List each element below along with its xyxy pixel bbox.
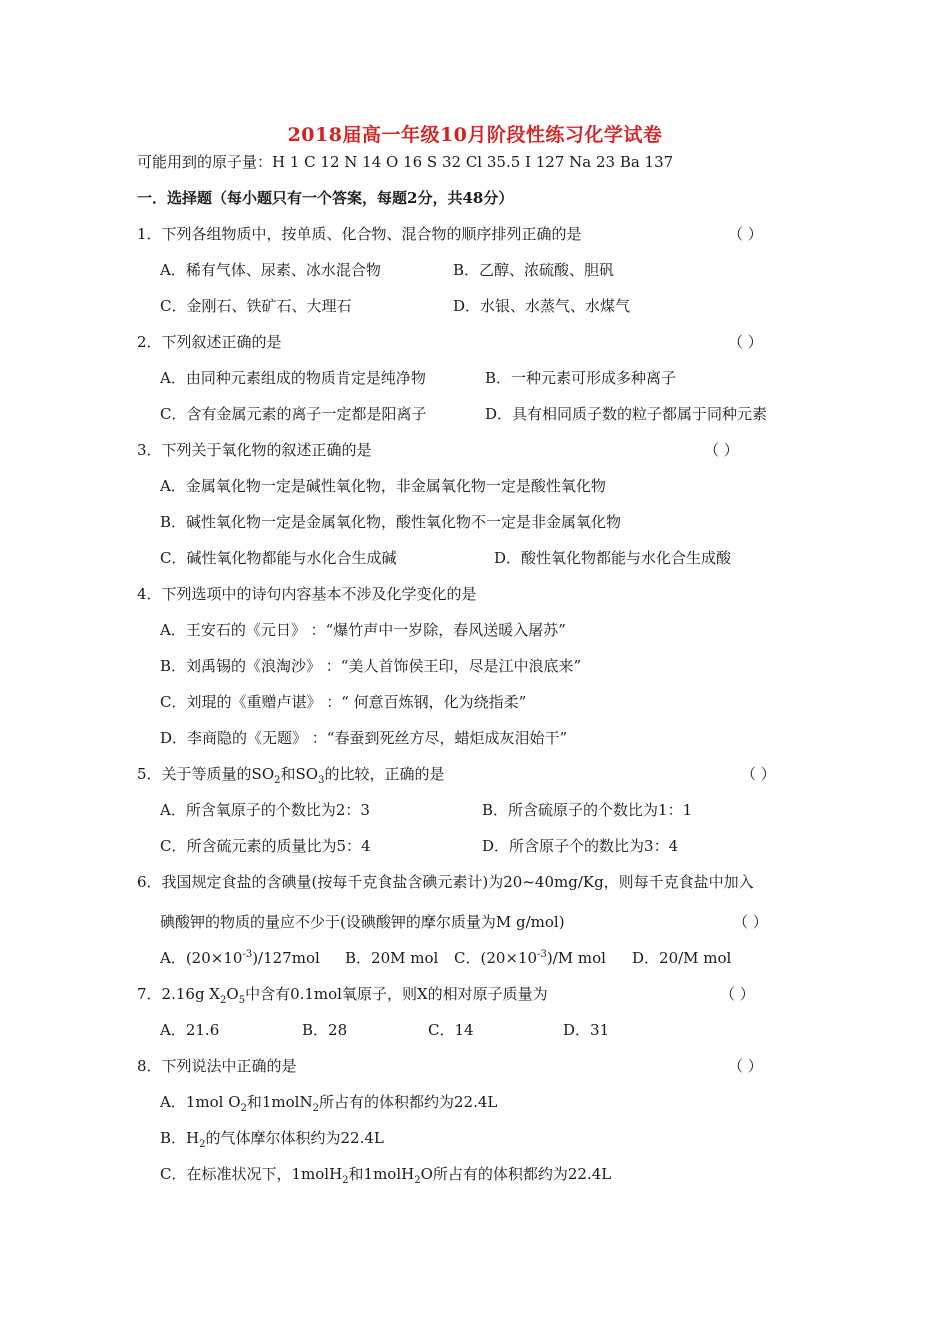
q8-answer-paren: （ ） — [728, 1057, 763, 1075]
q6-stem-line-1: 6．我国规定食盐的含碘量(按每千克食盐含碘元素计)为20~40mg/Kg，则每千克食盐中加入 — [137, 873, 754, 891]
q3-option-b: B．碱性氧化物一定是金属氧化物，酸性氧化物不一定是非金属氧化物 — [160, 513, 622, 531]
q8-b-post: 的气体摩尔体积约为22.4L — [205, 1129, 384, 1147]
q4-stem: 4．下列选项中的诗句内容基本不涉及化学变化的是 — [137, 585, 477, 603]
q2-option-c: C．含有金属元素的离子一定都是阳离子 — [160, 405, 427, 423]
q2-option-b: B．一种元素可形成多种离子 — [485, 369, 677, 387]
q5-sub-1: 2 — [274, 775, 281, 786]
q6-option-d: D．20/M mol — [632, 949, 732, 967]
q3-option-d: D．酸性氧化物都能与水化合生成酸 — [494, 549, 732, 567]
q8-a-pre: A．1mol O — [160, 1093, 241, 1111]
q1-option-d: D．水银、水蒸气、水煤气 — [453, 297, 631, 315]
section-heading: 一．选择题（每小题只有一个答案，每题2分，共48分） — [137, 189, 514, 207]
q6-c-sup: -3 — [537, 949, 547, 960]
q7-stem-pre: 7．2.16g X — [137, 985, 220, 1003]
q6-answer-paren: （ ） — [733, 913, 768, 931]
atomic-masses: 可能用到的原子量：H 1 C 12 N 14 O 16 S 32 Cl 35.5 I 127 Na 23 Ba 137 — [137, 153, 674, 171]
q6-option-b: B．20M mol — [345, 949, 439, 967]
q7-stem — [137, 983, 548, 1005]
q4-option-c: C．刘琨的《重赠卢谌》 ：“ 何意百炼钢，化为绕指柔” — [160, 693, 527, 711]
q1-answer-paren: （ ） — [728, 225, 763, 243]
q4-option-d: D．李商隐的《无题》 ：“春蚕到死丝方尽，蜡炬成灰泪始干” — [160, 729, 568, 747]
q3-option-c: C．碱性氧化物都能与水化合生成碱 — [160, 549, 397, 567]
q8-a-sub-1: 2 — [240, 1103, 247, 1114]
q7-option-b: B．28 — [302, 1021, 348, 1039]
q7-answer-paren: （ ） — [720, 985, 755, 1003]
q5-answer-paren: （ ） — [741, 765, 776, 783]
q6-a-pre: A．(20×10 — [160, 949, 243, 967]
q2-option-d: D．具有相同质子数的粒子都属于同种元素 — [485, 405, 768, 423]
q7-sub-2: 5 — [238, 995, 246, 1006]
q8-a-post: 所占有的体积都约为22.4L — [318, 1093, 498, 1111]
q8-c-pre: C．在标准状况下，1molH — [160, 1165, 343, 1183]
q8-stem: 8．下列说法中正确的是 — [137, 1057, 297, 1075]
q1-stem: 1．下列各组物质中，按单质、化合物、混合物的顺序排列正确的是 — [137, 225, 582, 243]
q5-option-a: A．所含氧原子的个数比为2：3 — [160, 801, 370, 819]
q2-option-a: A．由同种元素组成的物质肯定是纯净物 — [160, 369, 426, 387]
q5-option-d: D．所含原子个的数比为3：4 — [482, 837, 679, 855]
q7-option-d: D．31 — [563, 1021, 610, 1039]
q8-a-mid: 和1molN — [246, 1093, 313, 1111]
q5-stem — [137, 763, 444, 785]
q8-b-pre: B．H — [160, 1129, 200, 1147]
q8-c-sub-1: 2 — [342, 1175, 349, 1186]
exam-title: 2018届高一年级10月阶段性练习化学试卷 — [287, 124, 663, 146]
q5-option-b: B．所含硫原子的个数比为1：1 — [482, 801, 693, 819]
q6-a-post: )/127mol — [252, 949, 320, 967]
q8-b-sub: 2 — [199, 1139, 206, 1150]
q6-a-sup: -3 — [242, 949, 253, 960]
q7-stem-mid: O — [226, 985, 239, 1003]
q5-stem-mid: 和SO — [280, 765, 319, 783]
q7-option-a: A．21.6 — [160, 1021, 220, 1039]
q8-option-a — [160, 1091, 497, 1113]
q3-answer-paren: （ ） — [704, 441, 739, 459]
q8-a-sub-2: 2 — [312, 1103, 319, 1114]
q8-c-mid: 和1molH — [348, 1165, 415, 1183]
q1-option-b: B．乙醇、浓硫酸、胆矾 — [453, 261, 615, 279]
q8-c-sub-2: 2 — [414, 1175, 421, 1186]
q5-stem-pre: 5．关于等质量的SO — [137, 765, 275, 783]
q2-answer-paren: （ ） — [728, 333, 763, 351]
q7-option-c: C．14 — [428, 1021, 474, 1039]
q8-c-post: O所占有的体积都约为22.4L — [420, 1165, 612, 1183]
q5-stem-post: 的比较，正确的是 — [324, 765, 445, 783]
q5-option-c: C．所含硫元素的质量比为5：4 — [160, 837, 371, 855]
q6-c-pre: C．(20×10 — [454, 949, 538, 967]
q4-option-b: B．刘禹锡的《浪淘沙》 ：“美人首饰侯王印，尽是江中浪底来” — [160, 657, 582, 675]
q2-stem: 2．下列叙述正确的是 — [137, 333, 282, 351]
q6-stem-line-2: 碘酸钾的物质的量应不少于(设碘酸钾的摩尔质量为M g/mol) — [160, 913, 565, 931]
q8-option-c — [160, 1163, 611, 1185]
q5-sub-2: 3 — [318, 775, 325, 786]
q1-option-a: A．稀有气体、尿素、冰水混合物 — [160, 261, 381, 279]
q1-option-c: C．金刚石、铁矿石、大理石 — [160, 297, 352, 315]
q3-option-a: A．金属氧化物一定是碱性氧化物，非金属氧化物一定是酸性氧化物 — [160, 477, 606, 495]
q3-stem: 3．下列关于氧化物的叙述正确的是 — [137, 441, 372, 459]
q7-stem-post: 中含有0.1mol氧原子，则X的相对原子质量为 — [245, 985, 548, 1003]
q6-c-post: )/M mol — [546, 949, 606, 967]
q6-option-c — [454, 947, 606, 969]
q8-option-b — [160, 1127, 384, 1149]
q6-option-a — [160, 947, 320, 969]
q7-sub-1: 2 — [220, 995, 227, 1006]
q4-option-a: A．王安石的《元日》 ：“爆竹声中一岁除，春风送暖入屠苏” — [160, 621, 566, 639]
